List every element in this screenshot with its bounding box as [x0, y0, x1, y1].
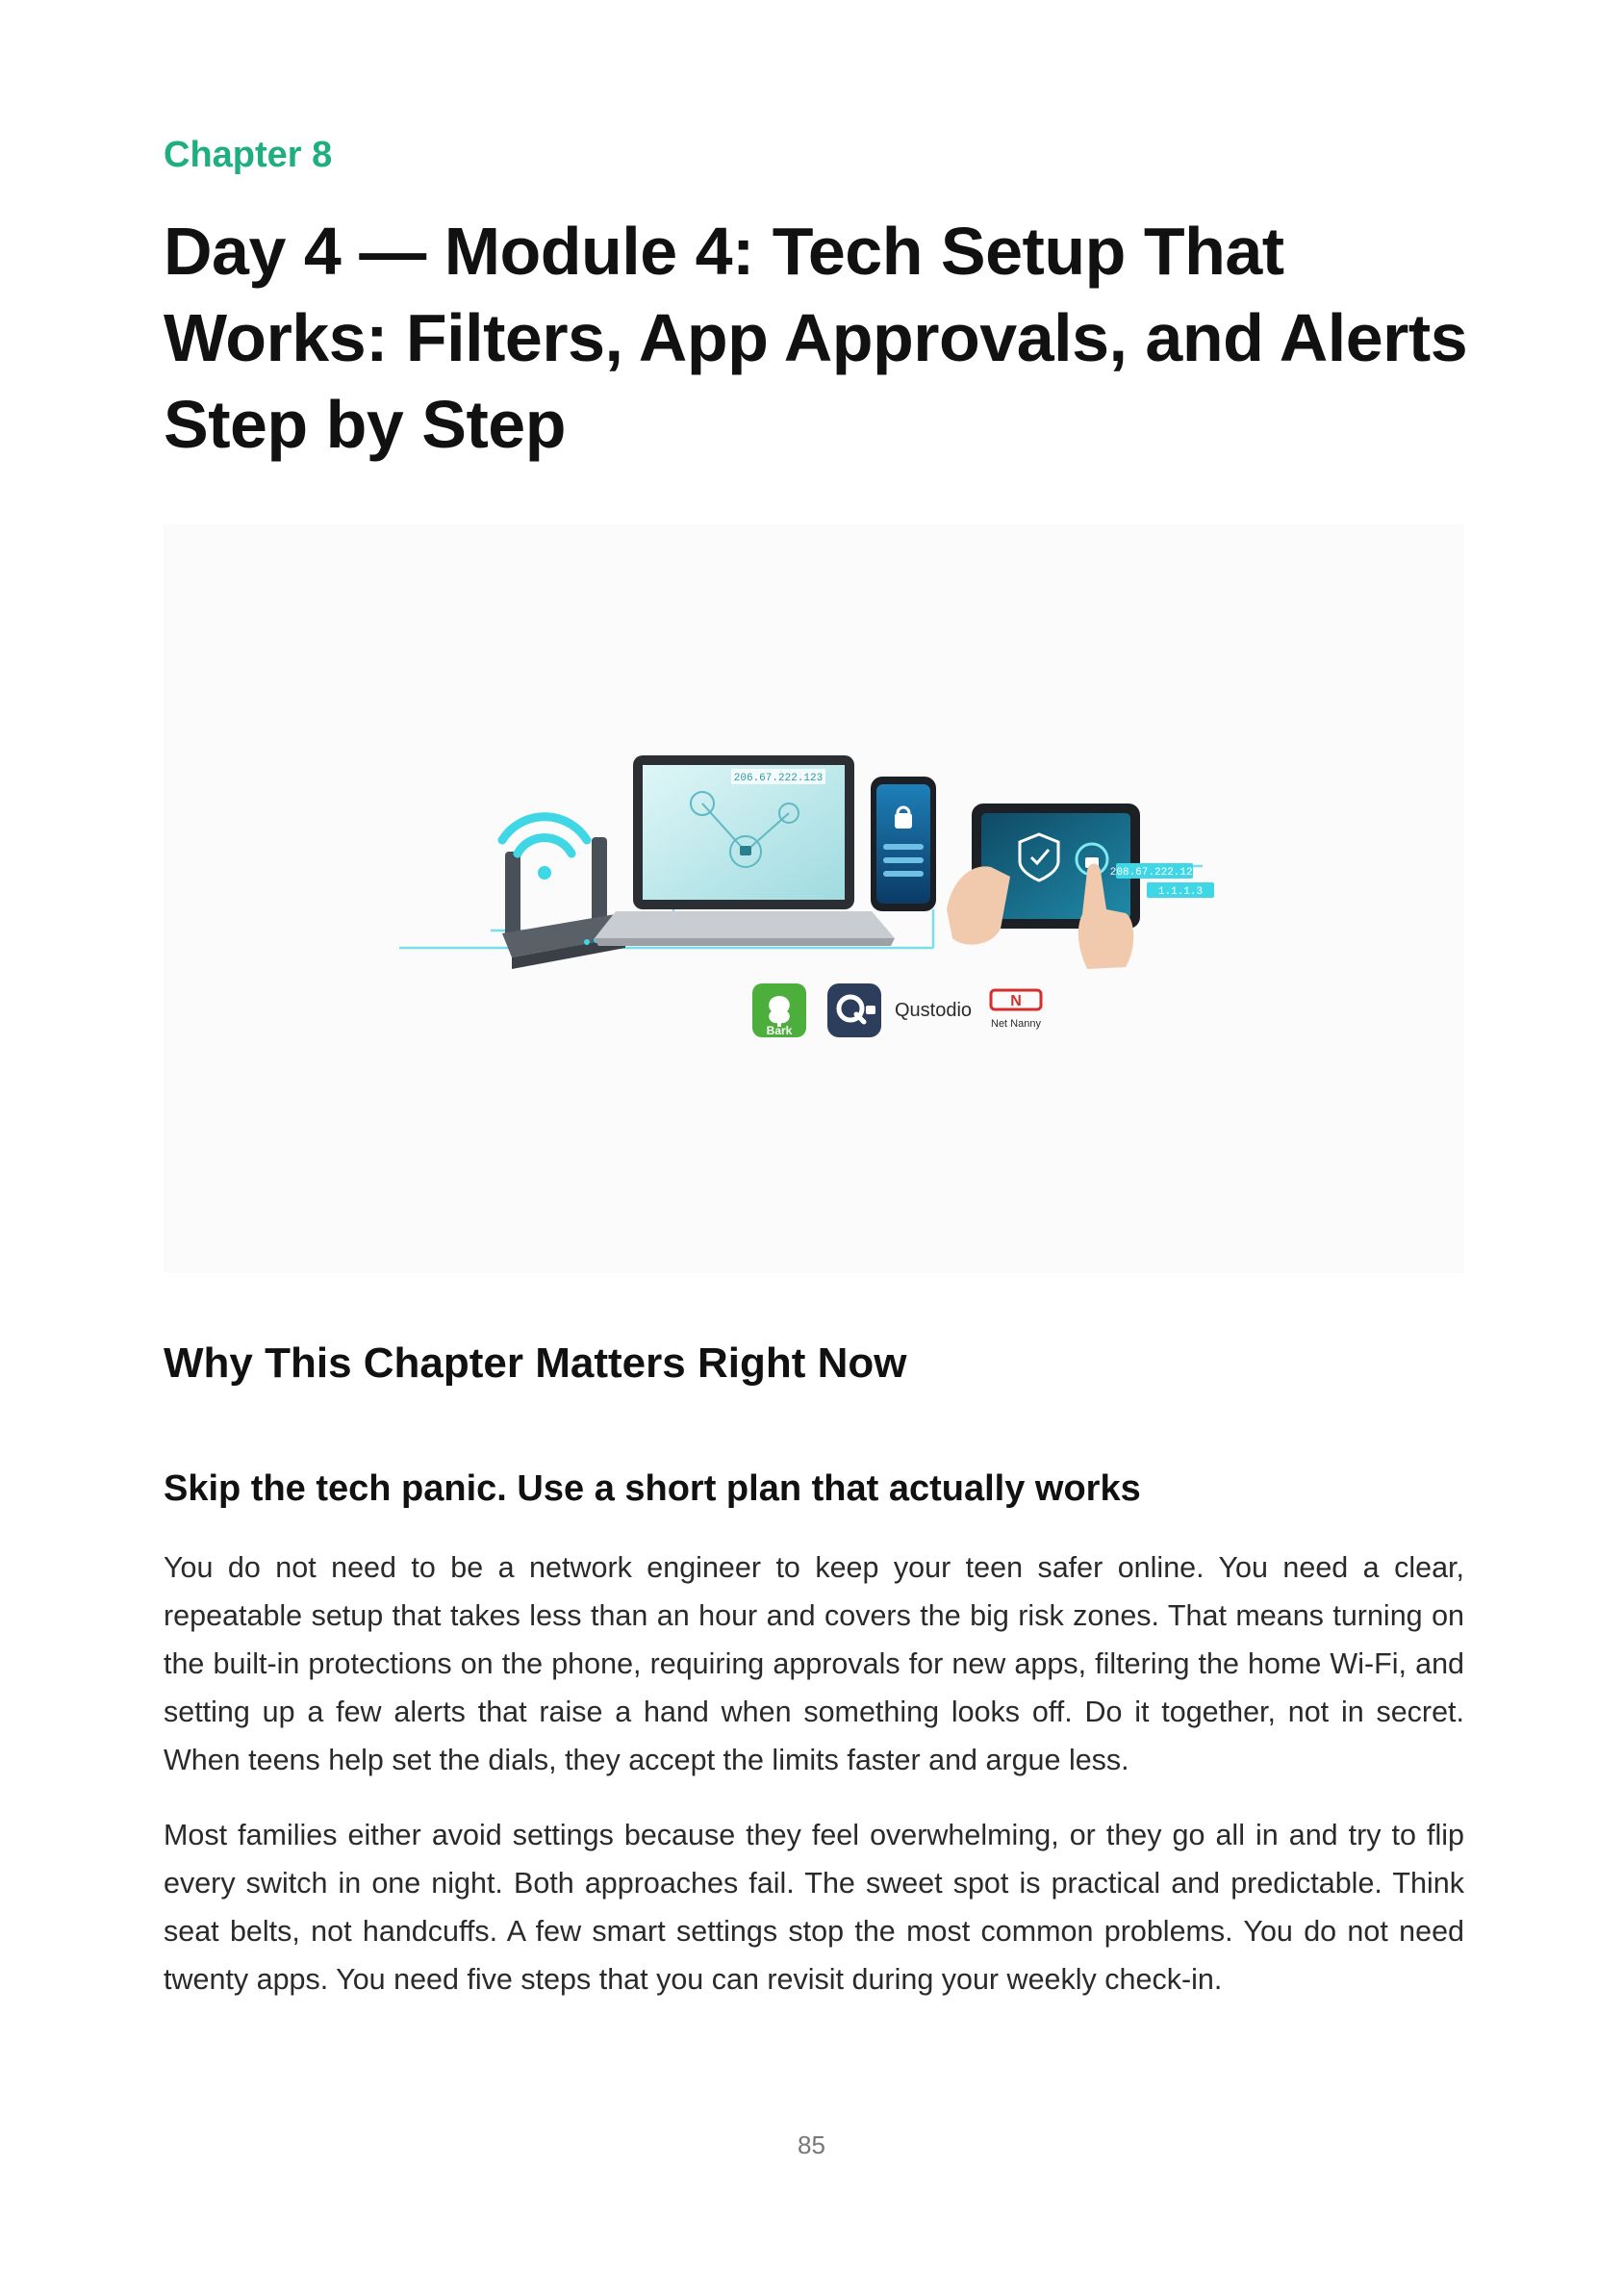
tablet-dns-label: 1.1.1.3: [1157, 886, 1204, 898]
hero-illustration: [164, 524, 1464, 1273]
bark-logo-text: Bark: [766, 1024, 793, 1037]
page-number: 85: [798, 2130, 825, 2159]
chapter-title: Day 4 — Module 4: Tech Setup That Works: Filters, App Approvals, and Alerts Step by Step: [164, 214, 1468, 462]
section-heading: Why This Chapter Matters Right Now: [164, 1339, 907, 1387]
svg-text:N: N: [1010, 993, 1022, 1009]
hero-illustration-svg: [164, 524, 1464, 1273]
sub-heading: Skip the tech panic. Use a short plan that actually works: [164, 1468, 1141, 1509]
tablet-icon: [947, 804, 1214, 969]
phone-icon: [871, 777, 936, 911]
body-paragraph: Most families either avoid settings because they feel overwhelming, or they go all in and try to flip every switch in one night. Both approaches fail. The sweet spot is practical and predictable. Think seat belts, not handcuffs. A few smart settings stop the most common problems. You do not need twenty apps. You need five steps that you can revisit during your weekly check-in.: [164, 1819, 1464, 1996]
qustodio-logo-text: Qustodio: [895, 1000, 973, 1021]
netnanny-logo: [991, 990, 1041, 1030]
router-icon: [502, 837, 625, 969]
body-paragraph: You do not need to be a network engineer to keep your teen safer online. You need a clear, repeatable setup that takes less than an hour and covers the big risk zones. That means turning on the built-in protections on the phone, requiring approvals for new apps, filtering the home Wi-Fi, and setting up a few alerts that raise a hand when something looks off. Do it together, not in secret. When teens help set the dials, they accept the limits faster and argue less.: [164, 1551, 1464, 1776]
qustodio-logo: [827, 983, 972, 1037]
tablet-ip-label: 208.67.222.123: [1109, 867, 1200, 879]
chapter-label: Chapter 8: [164, 135, 333, 175]
bark-logo: [752, 983, 806, 1037]
laptop-icon: [595, 755, 895, 946]
netnanny-logo-text: Net Nanny: [991, 1018, 1041, 1030]
laptop-ip-label: 206.67.222.123: [733, 773, 824, 784]
